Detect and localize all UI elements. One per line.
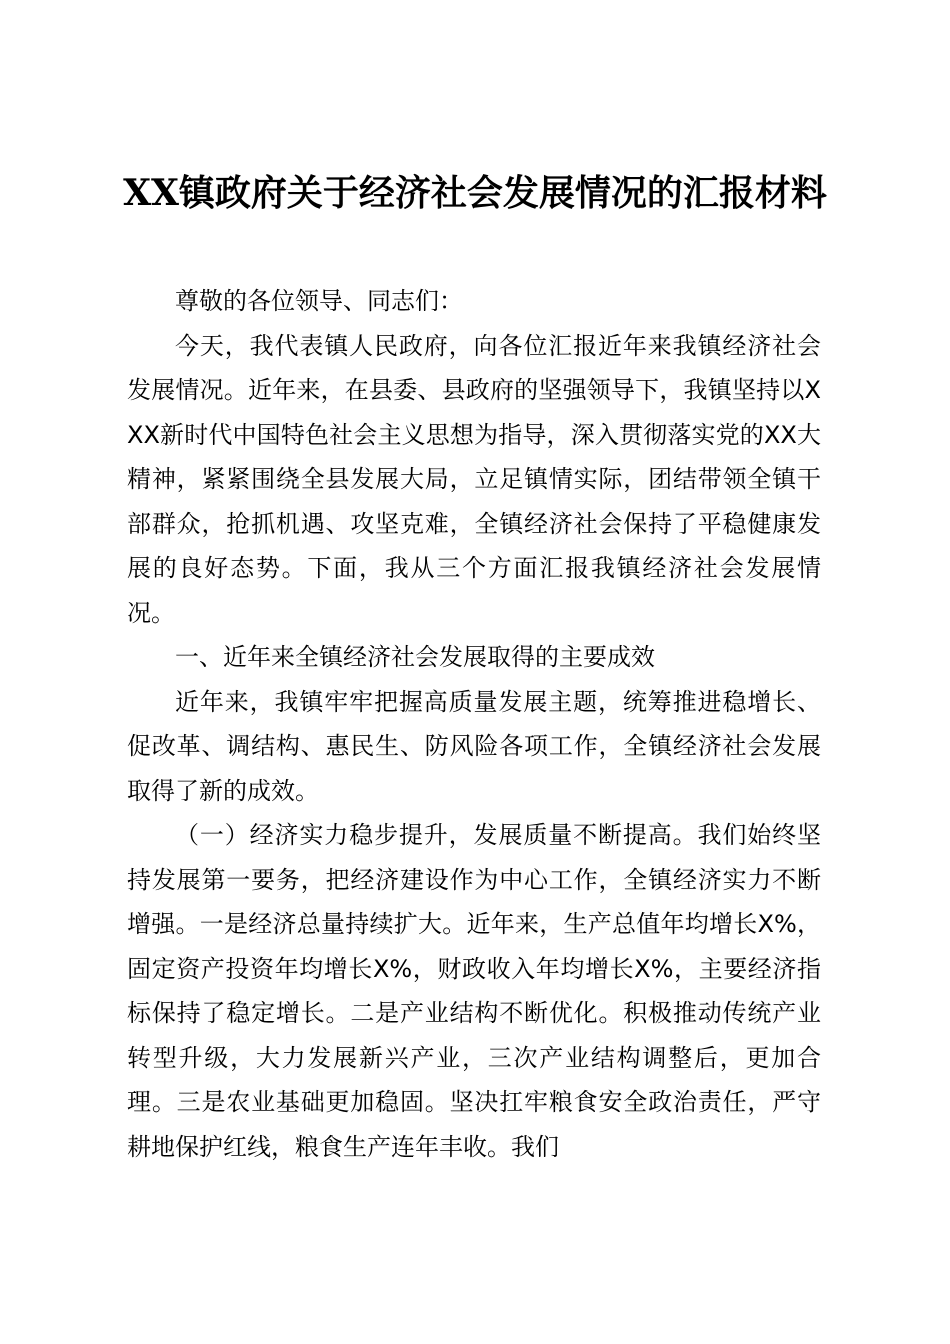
section-heading: 一、近年来全镇经济社会发展取得的主要成效 [175,643,655,671]
intro-paragraph: 今天，我代表镇人民政府，向各位汇报近年来我镇经济社会发展情况。近年来，在县委、县政府的坚强领导下，我镇坚持以XXX新时代中国特色社会主义思想为指导，深入贯彻落实党的XX大精神，紧紧围绕全县发展大局，立足镇情实际，团结带领全镇干部群众，抢抓机遇、攻坚克难，全镇经济社会保持了平稳健康发展的良好态势。下面，我从三个方面汇报我镇经济社会发展情况。 [127,331,821,627]
document-body [127,279,821,1169]
salutation-paragraph: 尊敬的各位领导、同志们： [175,287,463,315]
subsection-paragraph: （一）经济实力稳步提升，发展质量不断提高。我们始终坚持发展第一要务，把经济建设作为中心工作，全镇经济实力不断增强。一是经济总量持续扩大。近年来，生产总值年均增长X%，固定资产投资年均增长X%，财政收入年均增长X%，主要经济指标保持了稳定增长。二是产业结构不断优化。积极推动传统产业转型升级，大力发展新兴产业，三次产业结构调整后，更加合理。三是农业基础更加稳固。坚决扛牢粮食安全政治责任，严守耕地保护红线，粮食生产连年丰收。我们 [127,821,821,1161]
section-intro-paragraph: 近年来，我镇牢牢把握高质量发展主题，统筹推进稳增长、促改革、调结构、惠民生、防风险各项工作，全镇经济社会发展取得了新的成效。 [127,687,821,805]
document-title: XX镇政府关于经济社会发展情况的汇报材料 [123,172,827,214]
